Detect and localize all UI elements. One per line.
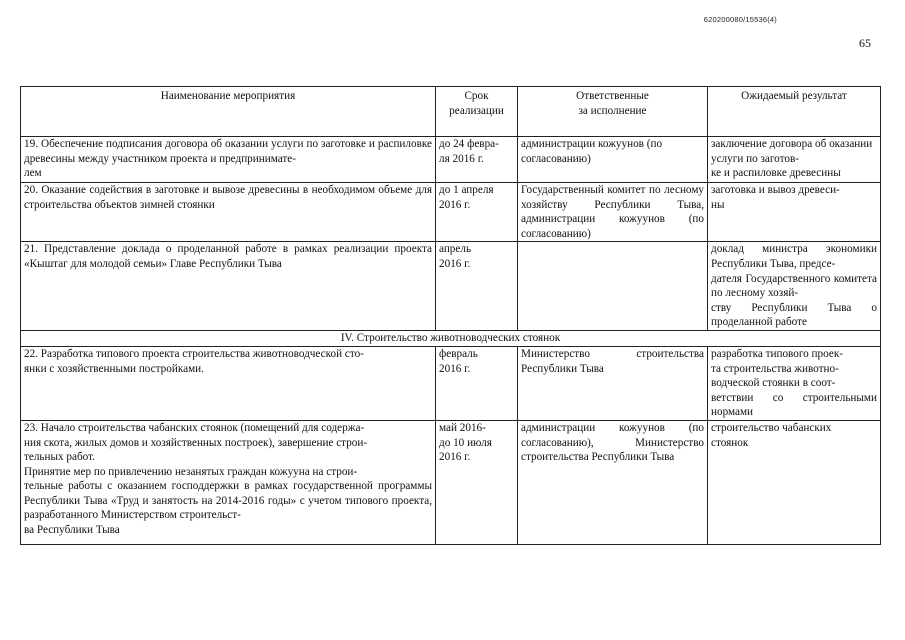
- row-21-responsible: [518, 242, 708, 331]
- header-result: Ожидаемый результат: [708, 87, 881, 137]
- row-20-result: заготовка и вывоз древеси- ны: [708, 183, 881, 242]
- row-19-responsible: администрации кожуунов (по согласованию): [518, 137, 708, 183]
- section-row: [21, 330, 881, 346]
- row-19-deadline: до 24 февра- ля 2016 г.: [436, 137, 518, 183]
- row-22-result: разработка типового проек- та строительства животно- водческой стоянки в соот- ветствии со строительными нормами: [708, 346, 881, 420]
- row-21-result: доклад министра экономики Республики Тыва, предсе- дателя Государственного комитета по лесному хозяй- ству Республики Тыва о проделанной работе: [708, 242, 881, 331]
- row-20-name: 20. Оказание содействия в заготовке и вывозе древесины в необходимом объеме для строительства объектов зимней стоянки: [21, 183, 436, 242]
- header-responsible: Ответственные за исполнение: [518, 87, 708, 137]
- row-22-name: 22. Разработка типового проекта строительства животноводческой сто- янки с хозяйственными постройками.: [21, 346, 436, 420]
- document-code: 620200080/15536(4): [703, 15, 777, 24]
- row-22-responsible: Министерство строительства Республики Тыва: [518, 346, 708, 420]
- table-header-row: [21, 87, 881, 137]
- row-20-responsible: Государственный комитет по лесному хозяйству Республики Тыва, администрации кожуунов (по согласованию): [518, 183, 708, 242]
- table-row: [21, 420, 881, 544]
- table-row: [21, 183, 881, 242]
- row-19-result: заключение договора об оказании услуги по заготов- ке и распиловке древесины: [708, 137, 881, 183]
- row-23-name-part1: 23. Начало строительства чабанских стоянок (помещений для содержа- ния скота, жилых домов и хозяйственных построек), завершение строи- тельных работ.: [24, 421, 368, 464]
- row-19-name: 19. Обеспечение подписания договора об оказании услуги по заготовке и распиловке древесины между участником проекта и предпринимате- лем: [21, 137, 436, 183]
- table-row: [21, 346, 881, 420]
- row-21-name: 21. Представление доклада о проделанной работе в рамках реализации проекта «Кыштаг для молодой семьи» Главе Республики Тыва: [21, 242, 436, 331]
- row-23-responsible: администрации кожуунов (по согласованию), Министерство строительства Республики Тыва: [518, 420, 708, 544]
- row-23-result: строительство чабанских стоянок: [708, 420, 881, 544]
- header-name: Наименование мероприятия: [21, 87, 436, 137]
- row-23-name-part2: Принятие мер по привлечению незанятых граждан кожууна на строи- тельные работы с оказанием господдержки в рамках государственной программы Республики Тыва «Труд и занятость на 2014-2016 годы» с учетом типового проекта, разработанного Министерством строительст- ва Республики Тыва: [24, 465, 432, 537]
- row-23-deadline: май 2016- до 10 июля 2016 г.: [436, 420, 518, 544]
- table-row: [21, 137, 881, 183]
- events-table: [20, 86, 881, 545]
- row-22-deadline: февраль 2016 г.: [436, 346, 518, 420]
- row-20-deadline: до 1 апреля 2016 г.: [436, 183, 518, 242]
- table-row: [21, 242, 881, 331]
- section-title: IV. Строительство животноводческих стоянок: [21, 330, 881, 346]
- row-21-deadline: апрель 2016 г.: [436, 242, 518, 331]
- page-number: 65: [859, 36, 871, 50]
- row-23-name: [21, 420, 436, 544]
- header-deadline: Срок реализации: [436, 87, 518, 137]
